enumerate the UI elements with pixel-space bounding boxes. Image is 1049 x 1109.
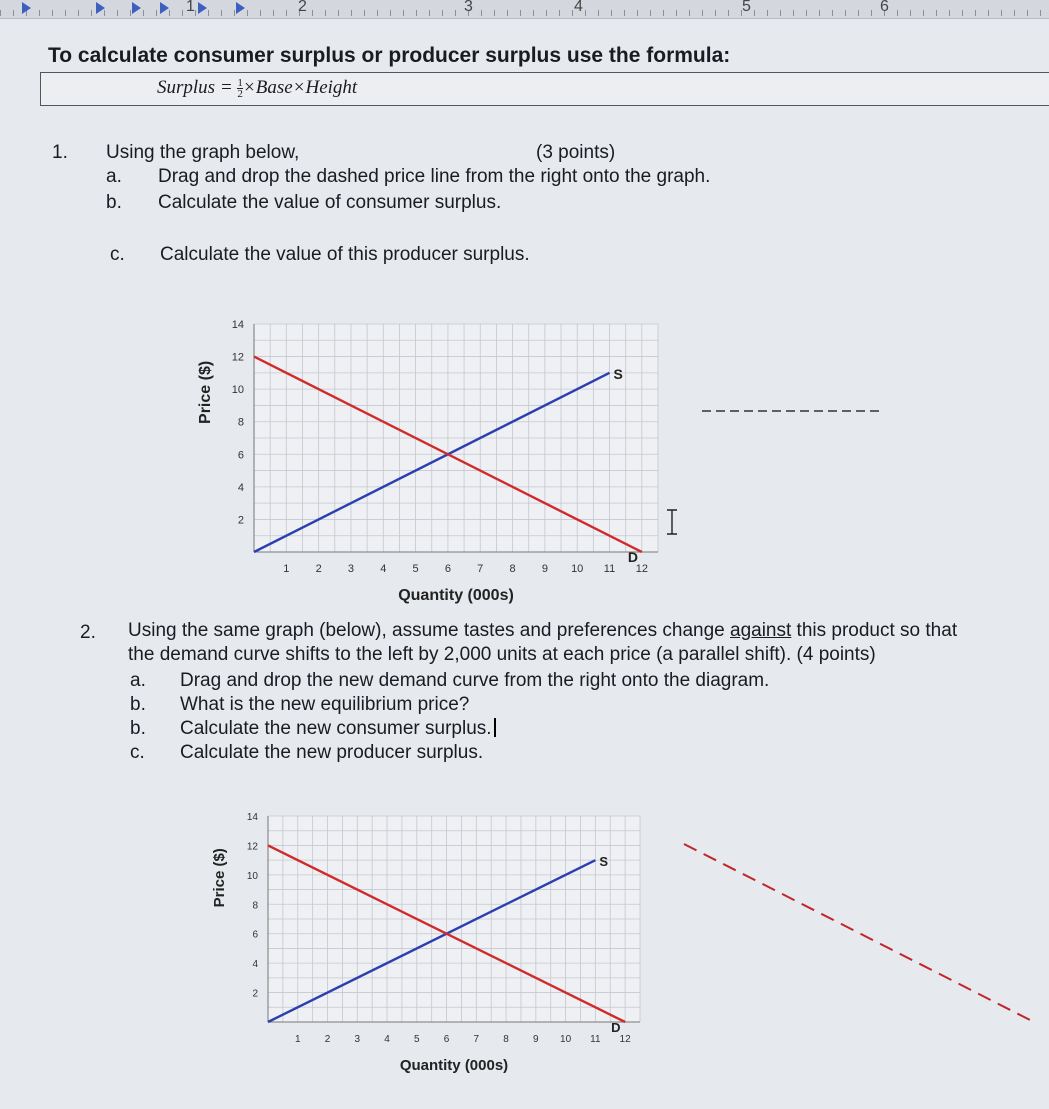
y-tick-label: 14: [231, 319, 244, 331]
q1-item-text: Calculate the value of this producer surplus.: [160, 244, 530, 265]
x-tick-label: 12: [635, 563, 648, 575]
y-tick-label: 6: [252, 929, 258, 941]
ruler-tick: [832, 10, 833, 16]
q2-item-label: b.: [130, 718, 146, 739]
ruler-tick: [988, 10, 989, 16]
ruler-tick: [559, 10, 560, 16]
ruler: [0, 0, 1049, 19]
ruler-tick: [949, 10, 950, 16]
q2-item-label: c.: [130, 742, 145, 763]
q2-item-text[interactable]: [180, 718, 496, 740]
x-tick-label: 2: [324, 1034, 331, 1045]
y-tick-label: 6: [237, 449, 244, 462]
ruler-tick: [910, 10, 911, 16]
ruler-tick: [819, 10, 820, 16]
y-axis-label: Price ($): [211, 848, 228, 908]
question-2-line-1: [128, 620, 957, 642]
fraction-numerator: 1: [237, 77, 243, 90]
x-tick-label: 4: [380, 563, 387, 575]
q2-item-text: What is the new equilibrium price?: [180, 694, 470, 715]
ruler-tick: [78, 10, 79, 16]
ruler-tick: [624, 10, 625, 16]
ruler-tick: [1014, 10, 1015, 16]
q1-item-text: Calculate the value of consumer surplus.: [158, 192, 502, 213]
ruler-tick: [494, 10, 495, 16]
ruler-tab-marker: [160, 2, 169, 14]
ruler-number: 4: [574, 0, 583, 15]
ruler-tick: [130, 10, 131, 16]
ruler-tick: [533, 10, 534, 16]
ruler-tick: [715, 10, 716, 16]
x-axis-label: Quantity (000s): [398, 587, 514, 604]
q2-line1-pre: Using the same graph (below), assume tastes and preferences change: [128, 620, 730, 641]
ruler-tab-marker: [236, 2, 245, 14]
surplus-formula: [157, 77, 357, 99]
q1-item-label: a.: [106, 166, 122, 187]
y-tick-label: 4: [252, 959, 258, 971]
ruler-tick: [845, 10, 846, 16]
x-tick-label: 11: [590, 1034, 601, 1045]
ruler-tick: [572, 10, 573, 16]
ruler-tick: [793, 10, 794, 16]
x-tick-label: 5: [412, 563, 419, 575]
ruler-tick: [455, 10, 456, 16]
ruler-tick: [338, 10, 339, 16]
x-tick-label: 6: [443, 1034, 450, 1045]
ruler-number: 5: [742, 0, 751, 15]
series-label-d: D: [611, 1020, 621, 1035]
y-tick-label: 14: [246, 812, 258, 823]
ruler-tab-marker: [132, 2, 141, 14]
q2-line1-post: this product so that: [791, 620, 958, 641]
ruler-tick: [403, 10, 404, 16]
ruler-tick: [325, 10, 326, 16]
x-tick-label: 2: [315, 563, 322, 575]
ruler-tick: [507, 10, 508, 16]
q2-item-text: Calculate the new producer surplus.: [180, 742, 484, 763]
y-tick-label: 10: [231, 384, 244, 397]
x-tick-label: 4: [384, 1034, 390, 1045]
ruler-tick: [312, 10, 313, 16]
ruler-tick: [585, 10, 586, 16]
ruler-tick: [351, 10, 352, 16]
ruler-number: 6: [880, 0, 889, 15]
ruler-tick: [611, 10, 612, 16]
ruler-tab-marker: [22, 2, 31, 14]
ruler-tick: [858, 10, 859, 16]
text-cursor-icon: [664, 508, 680, 536]
ruler-tick: [689, 10, 690, 16]
q1-item-label: c.: [110, 244, 125, 265]
x-tick-label: 10: [571, 563, 584, 575]
ruler-tick: [728, 10, 729, 16]
ruler-tick: [650, 10, 651, 16]
x-tick-label: 7: [477, 563, 484, 575]
ruler-tick: [416, 10, 417, 16]
ruler-tick: [923, 10, 924, 16]
q2-underlined-word: against: [730, 620, 792, 641]
x-tick-label: 6: [444, 563, 451, 575]
ruler-tick: [598, 10, 599, 16]
x-tick-label: 1: [283, 563, 290, 575]
x-tick-label: 3: [347, 563, 355, 575]
question-1-stem: Using the graph below,: [106, 142, 300, 163]
ruler-tick: [962, 10, 963, 16]
ruler-tick: [286, 10, 287, 16]
ruler-tick: [39, 10, 40, 16]
ruler-number: 1: [186, 0, 195, 15]
dashed-price-line[interactable]: [700, 404, 885, 418]
x-tick-label: 3: [354, 1034, 361, 1045]
ruler-tick: [182, 10, 183, 16]
x-tick-label: 11: [603, 563, 616, 575]
ruler-tick: [52, 10, 53, 16]
ruler-tick: [195, 10, 196, 16]
page-title: To calculate consumer surplus or producer surplus use the formula:: [48, 44, 731, 67]
ruler-tick: [780, 10, 781, 16]
ruler-tick: [273, 10, 274, 16]
question-1-points: (3 points): [536, 142, 616, 163]
y-tick-label: 12: [231, 351, 244, 364]
question-2-line-2: the demand curve shifts to the left by 2,000 units at each price (a parallel shift). (4 points): [128, 644, 876, 665]
ruler-tick: [260, 10, 261, 16]
x-tick-label: 12: [619, 1034, 631, 1045]
formula-suffix: ×Base×Height: [242, 77, 358, 98]
q2-item-text-content: Calculate the new consumer surplus.: [180, 718, 492, 739]
ruler-tick: [429, 10, 430, 16]
y-tick-label: 4: [237, 481, 244, 494]
y-tick-label: 8: [252, 900, 258, 912]
q2-item-text: Drag and drop the new demand curve from the right onto the diagram.: [180, 670, 770, 691]
ruler-tick: [663, 10, 664, 16]
ruler-tick: [169, 10, 170, 16]
ruler-tick: [806, 10, 807, 16]
q1-item-label: b.: [106, 192, 122, 213]
y-tick-label: 8: [237, 416, 244, 429]
y-axis-label: Price ($): [197, 360, 214, 424]
x-tick-label: 1: [294, 1034, 301, 1045]
ruler-tick: [442, 10, 443, 16]
supply-demand-chart-1: [170, 310, 690, 620]
ruler-tick: [546, 10, 547, 16]
y-tick-label: 10: [246, 870, 258, 882]
formula-prefix: Surplus =: [157, 77, 238, 98]
ruler-tab-marker: [198, 2, 207, 14]
x-tick-label: 5: [414, 1034, 420, 1045]
ruler-tick: [767, 10, 768, 16]
ruler-tick: [520, 10, 521, 16]
ruler-tick: [481, 10, 482, 16]
ruler-tick: [247, 10, 248, 16]
x-axis-label: Quantity (000s): [399, 1057, 509, 1074]
ruler-tick: [364, 10, 365, 16]
ruler-tick: [871, 10, 872, 16]
ruler-tick: [702, 10, 703, 16]
ruler-tick: [676, 10, 677, 16]
series-label-s: S: [599, 854, 609, 870]
ruler-tick: [1040, 10, 1041, 16]
ruler-tick: [91, 10, 92, 16]
q1-item-text: Drag and drop the dashed price line from the right onto the graph.: [158, 166, 711, 187]
ruler-tick: [156, 10, 157, 16]
y-tick-label: 2: [237, 514, 244, 527]
ruler-number: 3: [464, 0, 473, 15]
ruler-tick: [637, 10, 638, 16]
ruler-tick: [221, 10, 222, 16]
ruler-number: 2: [298, 0, 307, 15]
dashed-demand-curve[interactable]: [680, 838, 1035, 1028]
text-caret: [494, 718, 496, 737]
ruler-tick: [377, 10, 378, 16]
ruler-tick: [234, 10, 235, 16]
series-label-s: S: [613, 365, 623, 382]
x-tick-label: 10: [560, 1034, 572, 1045]
q2-item-label: b.: [130, 694, 146, 715]
ruler-tick: [1027, 10, 1028, 16]
ruler-tick: [390, 10, 391, 16]
ruler-tick: [208, 10, 209, 16]
formula-box: [40, 72, 1049, 106]
x-tick-label: 7: [473, 1034, 480, 1045]
y-tick-label: 12: [246, 841, 258, 853]
ruler-tick: [117, 10, 118, 16]
x-tick-label: 9: [541, 563, 548, 575]
ruler-tick: [0, 10, 1, 16]
supply-demand-chart-2: [190, 800, 670, 1080]
y-tick-label: 2: [252, 988, 258, 1000]
ruler-tick: [936, 10, 937, 16]
question-2-number: 2.: [80, 622, 96, 643]
ruler-tick: [897, 10, 898, 16]
ruler-tab-marker: [96, 2, 105, 14]
ruler-tick: [13, 10, 14, 16]
x-tick-label: 8: [509, 563, 516, 575]
series-label-d: D: [627, 549, 638, 565]
fraction-denominator: 2: [237, 88, 243, 101]
ruler-tick: [1001, 10, 1002, 16]
question-1-number: 1.: [52, 142, 68, 163]
x-tick-label: 9: [533, 1034, 539, 1045]
ruler-tick: [754, 10, 755, 16]
ruler-tick: [65, 10, 66, 16]
q2-item-label: a.: [130, 670, 146, 691]
x-tick-label: 8: [503, 1034, 509, 1045]
ruler-tick: [975, 10, 976, 16]
ruler-tick: [143, 10, 144, 16]
